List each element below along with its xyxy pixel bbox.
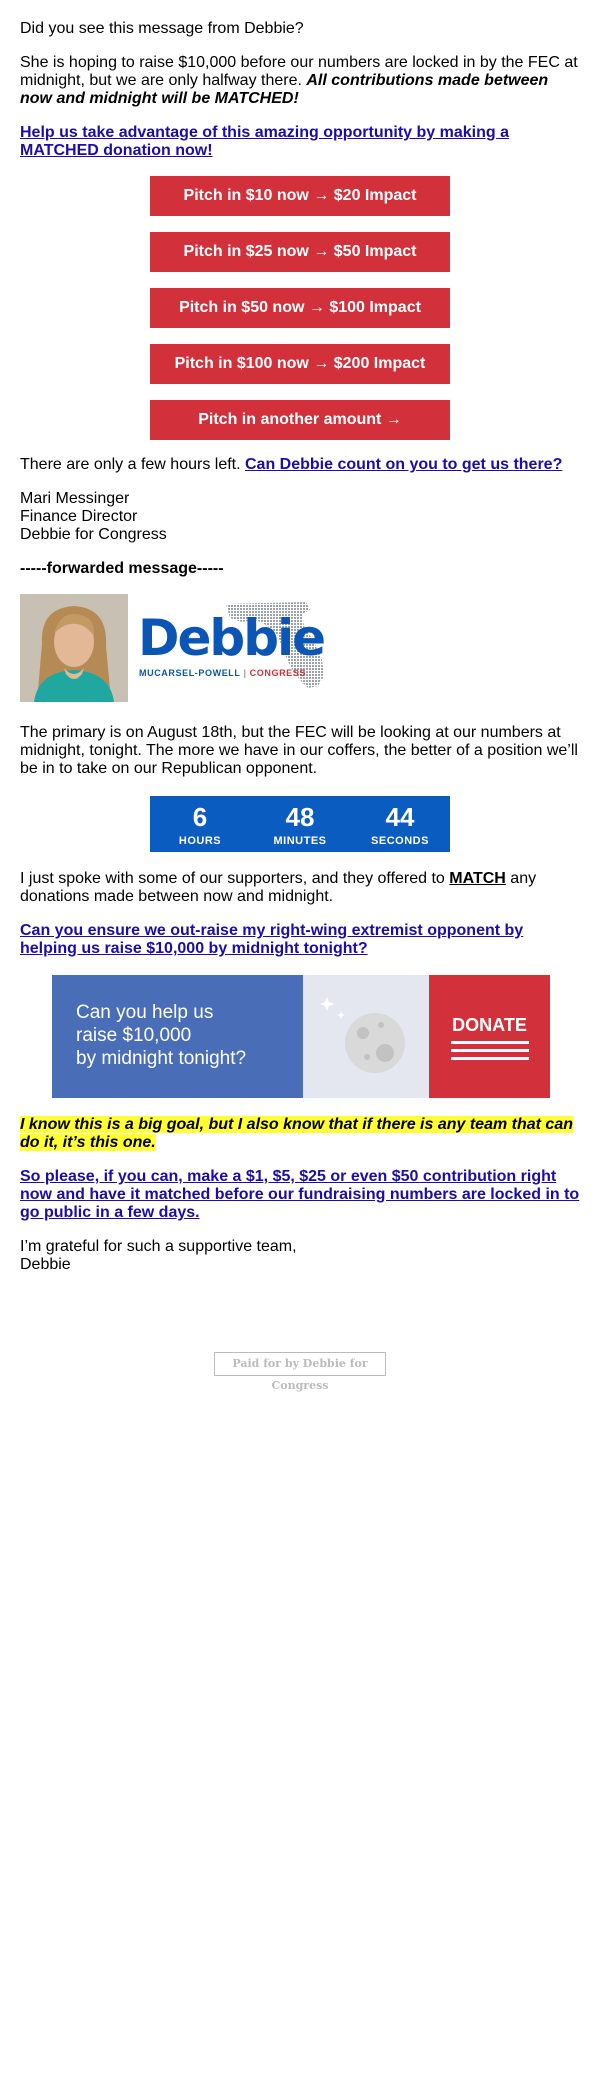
cta-paragraph-1 [20, 124, 580, 160]
primary-paragraph: The primary is on August 18th, but the FEC will be looking at our numbers at midnight, tonight. The more we have in our coffers, the better of a position we’ll be in to take on our Republican opponent. [20, 724, 578, 777]
cta-paragraph-2 [20, 922, 580, 958]
closing-name: Debbie [20, 1256, 71, 1273]
count-on-you-link[interactable]: Can Debbie count on you to get us there? [245, 456, 563, 473]
hours-left-paragraph [20, 456, 580, 474]
supporters-paragraph [20, 870, 580, 906]
goal-highlight: I know this is a big goal, but I also know that if there is any team that can do it, it’s this one. [20, 1116, 573, 1151]
banner-message-panel [52, 975, 303, 1098]
candidate-photo [20, 594, 128, 702]
logo-subtitle: MUCARSEL-POWELL | CONGRESS [139, 668, 306, 678]
match-emphasis: All contributions made between now and midnight will be MATCHED! [20, 72, 549, 107]
stripes-icon [429, 975, 550, 1098]
timer-seconds-label: SECONDS [371, 835, 429, 847]
timer-hours-label: HOURS [178, 835, 222, 847]
banner-donate-label: DONATE [452, 1015, 527, 1035]
contribution-link[interactable]: So please, if you can, make a $1, $5, $25 or even $50 contribution right now and have it matched before our fundraising numbers are locked in to go public in a few days. [20, 1168, 580, 1221]
timer-hours-value: 6 [192, 802, 208, 832]
logo-wordmark: Debbie [138, 609, 325, 667]
timer-minutes [250, 796, 350, 848]
goal-highlight-paragraph [20, 1116, 580, 1152]
banner-line-1: Can you help us [76, 1002, 214, 1023]
out-raise-link[interactable]: Can you ensure we out-raise my right-wing extremist opponent by helping us raise $10,000 by midnight tonight? [20, 922, 524, 957]
countdown-timer [150, 796, 450, 852]
moon-icon [303, 975, 429, 1098]
banner-donate-button[interactable] [429, 975, 550, 1098]
timer-seconds [350, 796, 450, 848]
hours-left-text: There are only a few hours left. [20, 456, 245, 473]
banner-line-3: by midnight tonight? [76, 1048, 247, 1069]
logo-subtitle-name: MUCARSEL-POWELL [139, 668, 241, 678]
donate-100-button[interactable]: Pitch in $100 now → $200 Impact [150, 344, 450, 384]
banner-line-2: raise $10,000 [76, 1025, 192, 1046]
goal-paragraph [20, 54, 580, 108]
donate-50-button[interactable]: Pitch in $50 now → $100 Impact [150, 288, 450, 328]
intro-text: Did you see this message from Debbie? [20, 20, 304, 37]
cta-paragraph-3 [20, 1168, 580, 1222]
donate-other-button[interactable]: Pitch in another amount → [150, 400, 450, 440]
candidate-portrait-icon [20, 594, 128, 702]
banner-moon-panel [303, 975, 429, 1098]
supporters-text-end: any donations made between now and midnight. [20, 870, 537, 905]
signature-title: Finance Director [20, 508, 138, 525]
forwarded-divider: -----forwarded message----- [20, 560, 224, 577]
donate-banner[interactable] [52, 975, 550, 1098]
timer-seconds-value: 44 [385, 802, 415, 832]
timer-minutes-label: MINUTES [273, 835, 327, 847]
supporters-text-start: I just spoke with some of our supporters, and they offered to [20, 870, 450, 887]
matched-donation-link[interactable]: Help us take advantage of this amazing opportunity by making a MATCHED donation now! [20, 124, 509, 159]
signature-org: Debbie for Congress [20, 526, 167, 543]
timer-hours [150, 796, 250, 848]
match-word: MATCH [449, 870, 506, 887]
banner-message [76, 1001, 246, 1070]
logo-subtitle-office: CONGRESS [249, 668, 306, 678]
timer-minutes-value: 48 [285, 802, 315, 832]
goal-text: She is hoping to raise $10,000 before our numbers are locked in by the FEC at midnight, but we are only halfway there. [20, 54, 578, 89]
signature-name: Mari Messinger [20, 490, 130, 507]
paid-for-disclaimer: Paid for by Debbie for Congress [214, 1352, 386, 1376]
donate-10-button[interactable]: Pitch in $10 now → $20 Impact [150, 176, 450, 216]
donate-25-button[interactable]: Pitch in $25 now → $50 Impact [150, 232, 450, 272]
signature-block [20, 490, 580, 544]
closing-text: I’m grateful for such a supportive team, [20, 1238, 297, 1255]
campaign-logo [138, 596, 328, 696]
closing-block [20, 1238, 580, 1274]
